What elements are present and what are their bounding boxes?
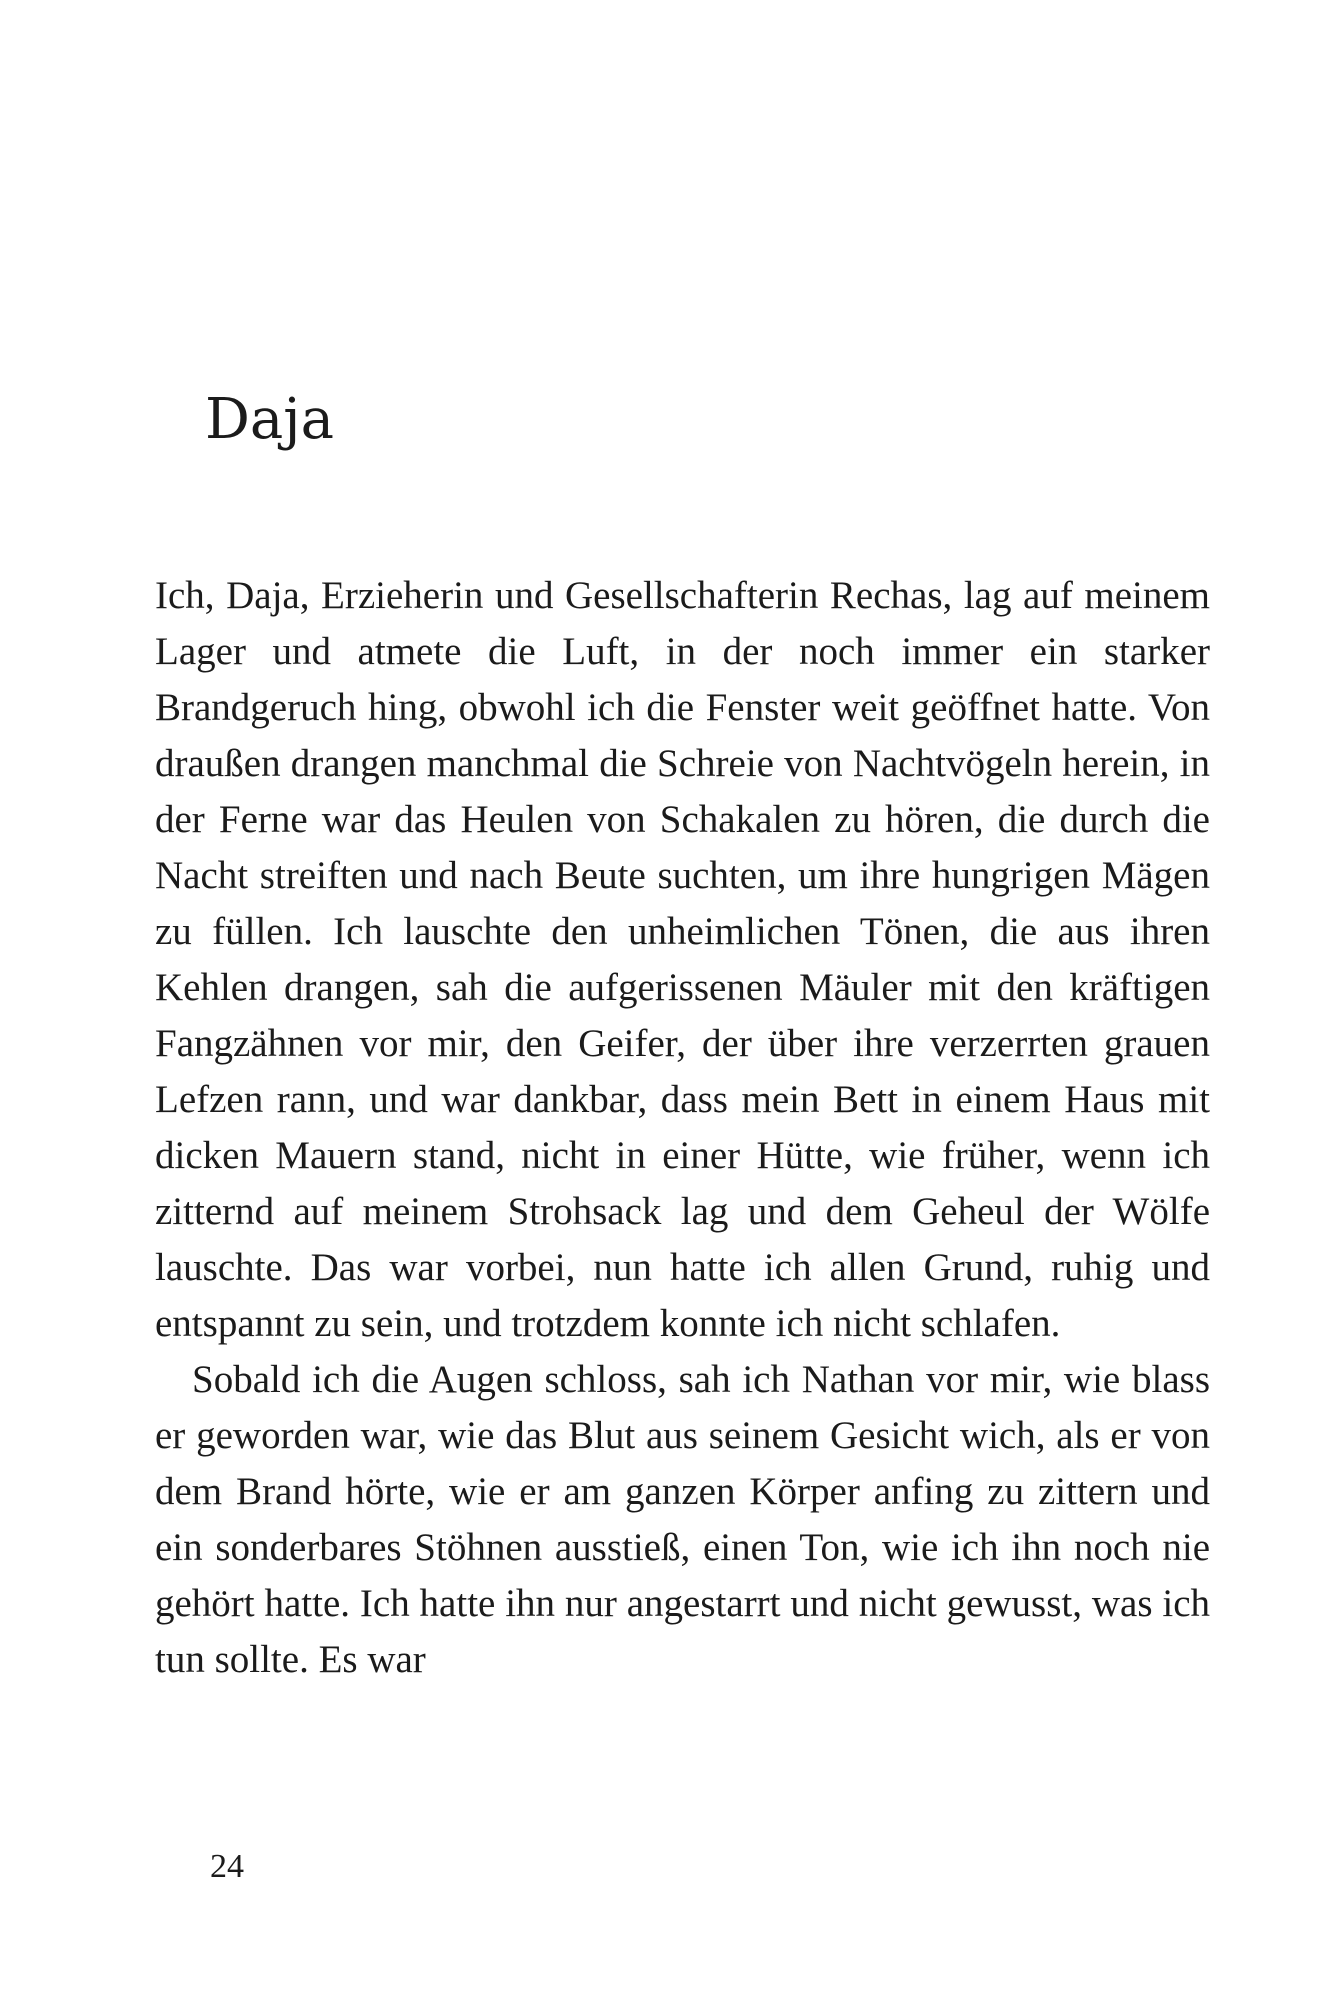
chapter-title: Daja bbox=[205, 387, 335, 452]
paragraph-1: Ich, Daja, Erzieherin und Gesellschafterin Rechas, lag auf meinem Lager und atmete die Luft, in der noch immer ein starker Brandgeruch hing, obwohl ich die Fenster weit geöffnet hatte. Von draußen drangen manchmal die Schreie von Nachtvögeln herein, in der Ferne war das Heulen von Schakalen zu hören, die durch die Nacht streiften und nach Beute suchten, um ihre hungrigen Mägen zu füllen. Ich lauschte den unheimlichen Tönen, die aus ihren Kehlen drangen, sah die aufgerissenen Mäuler mit den kräftigen Fangzähnen vor mir, den Geifer, der über ihre verzerrten grauen Lefzen rann, und war dankbar, dass mein Bett in einem Haus mit dicken Mauern stand, nicht in einer Hütte, wie früher, wenn ich zitternd auf meinem Strohsack lag und dem Geheul der Wölfe lauschte. Das war vorbei, nun hatte ich allen Grund, ruhig und entspannt zu sein, und trotzdem konnte ich nicht schlafen. bbox=[155, 574, 1210, 1345]
page-number: 24 bbox=[210, 1848, 244, 1885]
paragraph-2: Sobald ich die Augen schloss, sah ich Nathan vor mir, wie blass er geworden war, wie das Blut aus seinem Gesicht wich, als er von dem Brand hörte, wie er am ganzen Körper anfing zu zittern und ein sonderbares Stöhnen ausstieß, einen Ton, wie ich ihn noch nie gehört hatte. Ich hatte ihn nur angestarrt und nicht gewusst, was ich tun sollte. Es war bbox=[155, 1358, 1210, 1681]
body-text bbox=[155, 568, 1210, 1688]
